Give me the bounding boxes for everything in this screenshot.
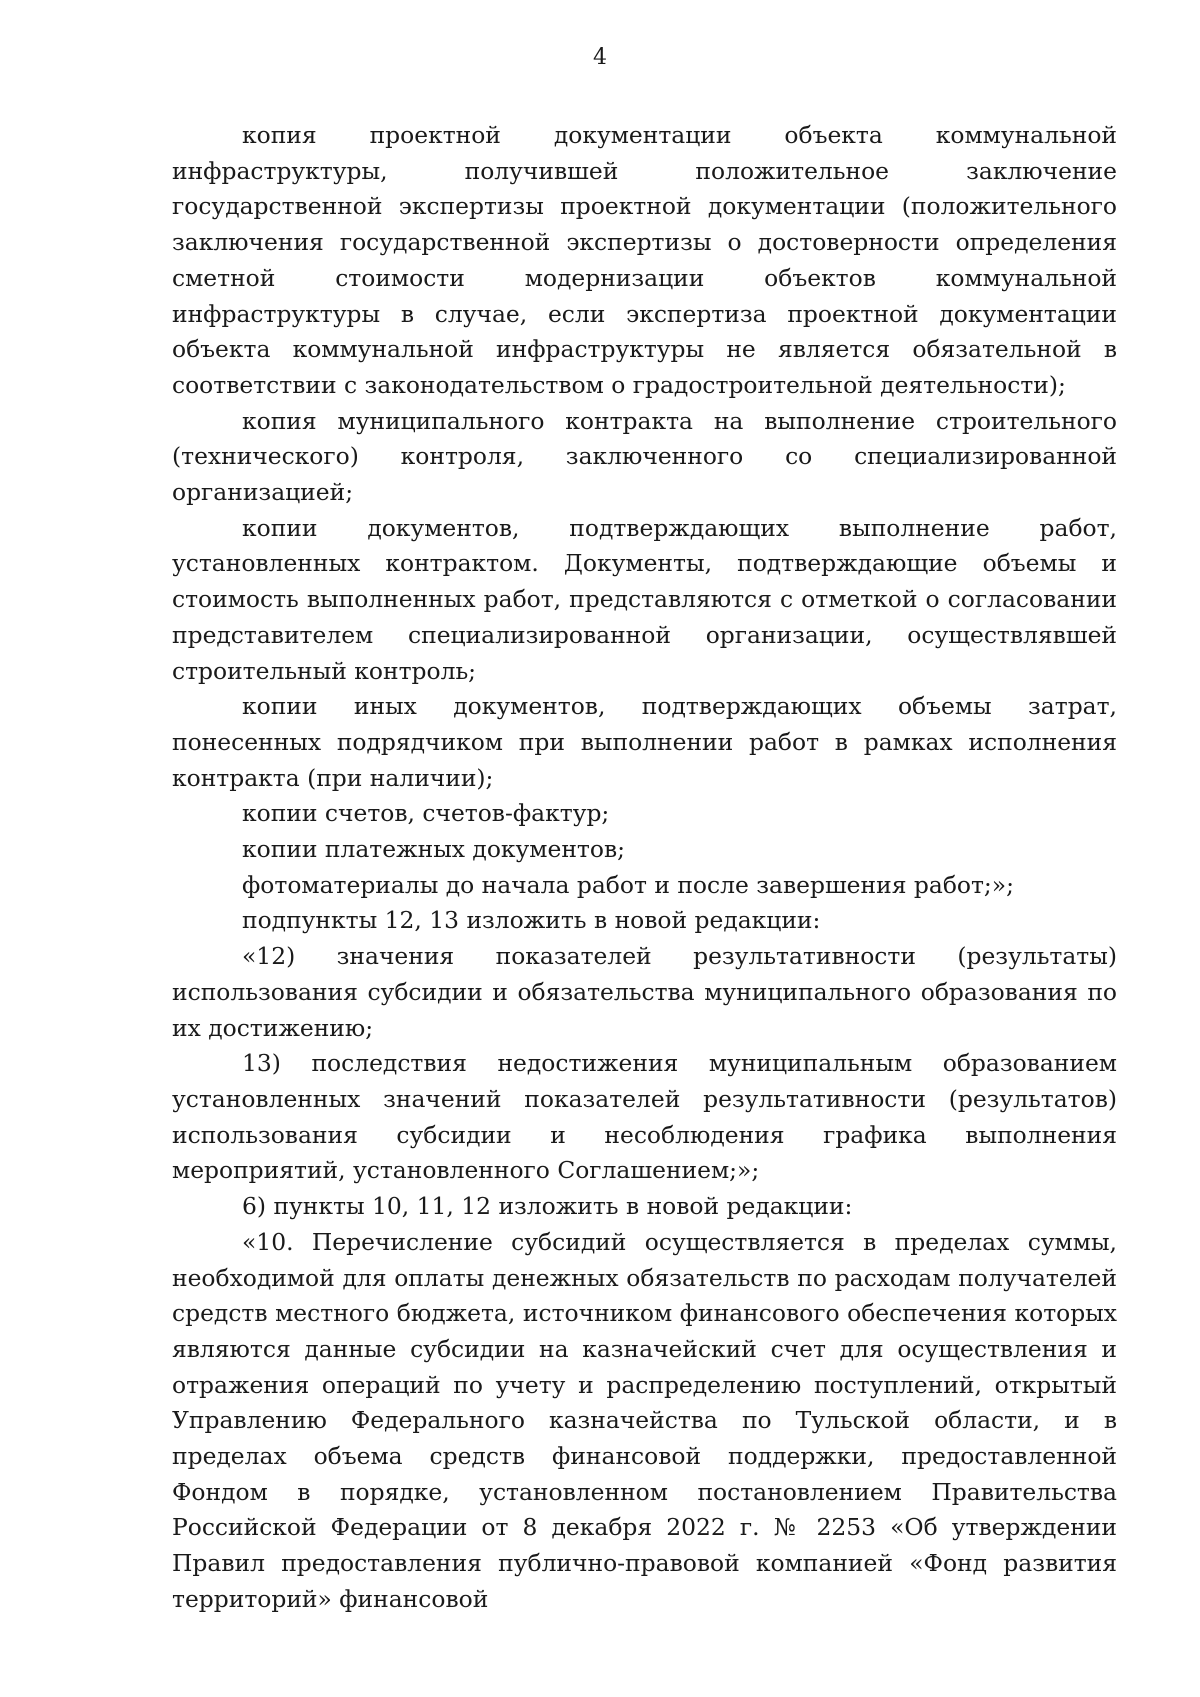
paragraph-item-12: «12) значения показателей результативности (результаты) использования субсидии и обязательства муниципального образования по их достижению; — [172, 942, 1117, 1042]
paragraph-photo-materials: фотоматериалы до начала работ и после завершения работ;»; — [242, 870, 1014, 899]
paragraph-invoices: копии счетов, счетов-фактур; — [242, 799, 610, 828]
document-body — [172, 118, 1117, 1618]
page-number: 4 — [593, 45, 607, 70]
paragraph-item-10: «10. Перечисление субсидий осуществляется в пределах суммы, необходимой для оплаты денежных обязательств по расходам получателей средств местного бюджета, источником финансового обеспечения которых являются данные субсидии на казначейский счет для осуществления и отражения операций по учету и распределению поступлений, открытый Управлению Федерального казначейства по Тульской области, и в пределах объема средств финансовой поддержки, предоставленной Фондом в порядке, установленном постановлением Правительства Российской Федерации от 8 декабря 2022 г. № 2253 «Об утверждении Правил предоставления публично-правовой компанией «Фонд развития территорий» финансовой — [172, 1227, 1117, 1613]
paragraph-item-13: 13) последствия недостижения муниципальным образованием установленных значений показателей результативности (результатов) использования субсидии и несоблюдения графика выполнения мероприятий, установленного Соглашением;»; — [172, 1049, 1117, 1185]
paragraph-subpoints-instruction: подпункты 12, 13 изложить в новой редакции: — [242, 906, 821, 935]
paragraph-work-documents: копии документов, подтверждающих выполнение работ, установленных контрактом. Документы, подтверждающие объемы и стоимость выполненных работ, представляются с отметкой о согласовании представителем специализированной организации, осуществлявшей строительный контроль; — [172, 513, 1117, 685]
paragraph-points-instruction: 6) пункты 10, 11, 12 изложить в новой редакции: — [242, 1192, 853, 1221]
paragraph-other-documents: копии иных документов, подтверждающих объемы затрат, понесенных подрядчиком при выполнении работ в рамках исполнения контракта (при наличии); — [172, 692, 1117, 792]
paragraph-payment-documents: копии платежных документов; — [242, 835, 625, 864]
paragraph-municipal-contract: копия муниципального контракта на выполнение строительного (технического) контроля, заключенного со специализированной организацией; — [172, 406, 1117, 507]
paragraph-project-documentation: копия проектной документации объекта коммунальной инфраструктуры, получившей положительное заключение государственной экспертизы проектной документации (положительного заключения государственной экспертизы о достоверности определения сметной стоимости модернизации объектов коммунальной инфраструктуры в случае, если экспертиза проектной документации объекта коммунальной инфраструктуры не является обязательной в соответствии с законодательством о градостроительной деятельности); — [172, 121, 1117, 399]
